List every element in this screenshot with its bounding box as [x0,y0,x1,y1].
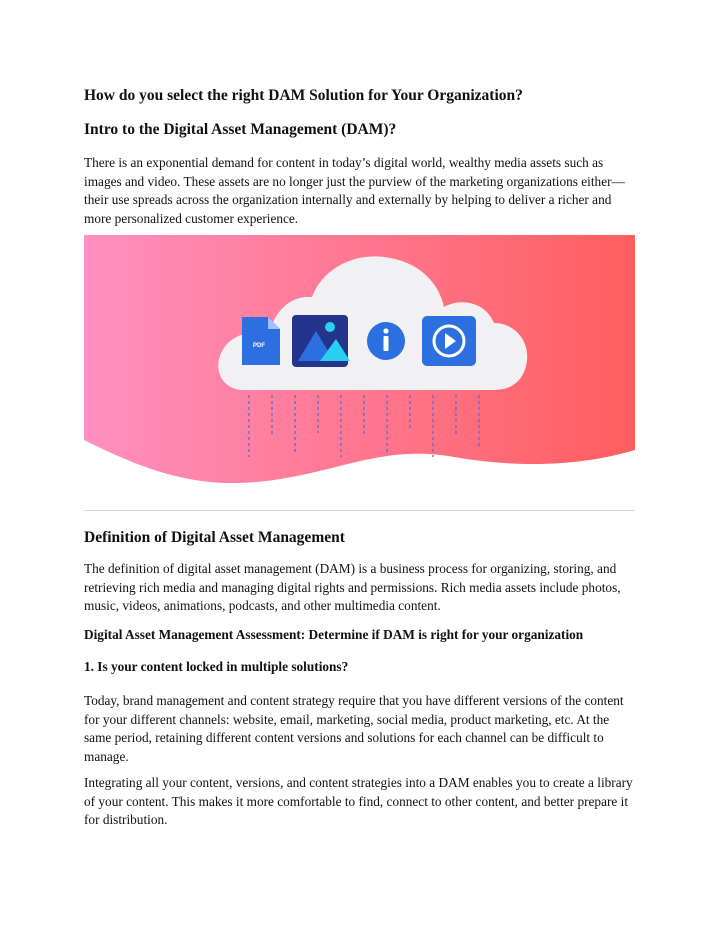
intro-heading: Intro to the Digital Asset Management (DAM)? [84,121,397,138]
video-play-icon [422,316,476,366]
definition-paragraph: The definition of digital asset management (DAM) is a business process for organizing, storing, and retrieving rich media and managing digital rights and permissions. Rich media assets include photos, music, videos, animations, podcasts, and other multimedia content. [84,561,621,613]
image-file-icon [292,315,350,367]
cloud-storage-illustration [84,235,635,510]
question-1-paragraph-1: Today, brand management and content strategy require that you have different versions of the content for your different channels: website, email, marketing, social media, product marketing, etc. At the same period, retaining different content versions and solutions for each channel can be difficult to manage. [84,693,624,764]
question-1-heading: 1. Is your content locked in multiple solutions? [84,659,349,674]
assessment-heading: Digital Asset Management Assessment: Determine if DAM is right for your organization [84,627,584,642]
intro-paragraph: There is an exponential demand for content in today’s digital world, wealthy media assets such as images and video. These assets are no longer just the purview of the marketing organizations either—their use spreads across the organization internally and externally by helping to deliver a richer and more personalized customer experience. [84,155,625,226]
pdf-label: PDF [253,343,265,349]
pdf-file-icon [242,317,280,365]
hero-illustration [84,235,635,510]
definition-heading: Definition of Digital Asset Management [84,529,345,546]
question-1-paragraph-2: Integrating all your content, versions, and content strategies into a DAM enables you to create a library of your content. This makes it more comfortable to find, connect to other content, and better prepare it for distribution. [84,775,633,827]
main-heading: How do you select the right DAM Solution for Your Organization? [84,87,523,104]
section-divider [84,510,635,511]
info-icon [367,322,405,360]
